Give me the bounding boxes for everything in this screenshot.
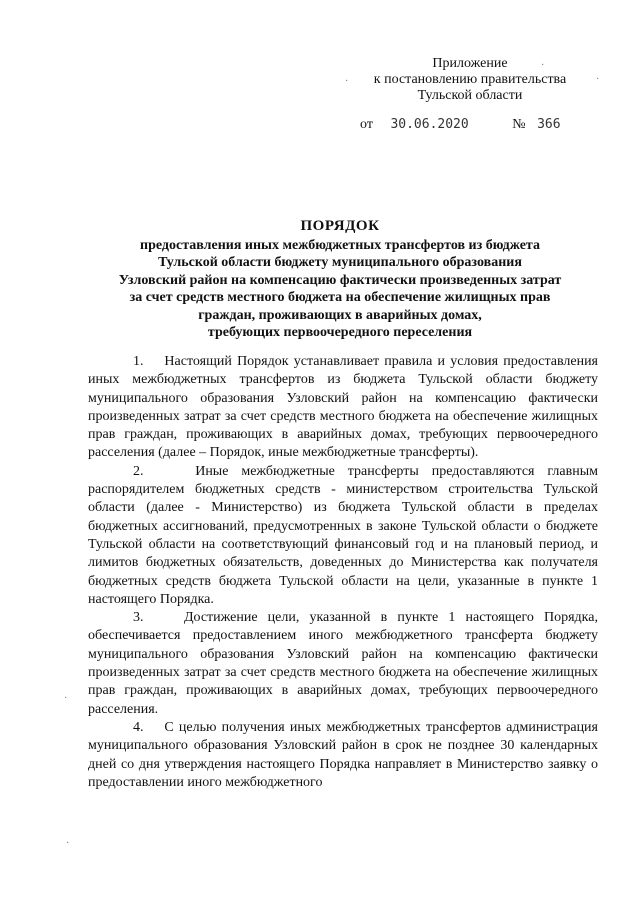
title-line: предоставления иных межбюджетных трансфертов из бюджета (140, 238, 540, 253)
resolution-date: 30.06.2020 (390, 117, 469, 132)
paragraph-2: 2. Иные межбюджетные трансферты предоставляются главным распорядителем бюджетных средств - министерством строительства Тульской области (далее - Министерство) из бюджета Тульской области в пределах бюджетных ассигнований, предусмотренных в законе Тульской области о бюджете Тульской области на соответствующий финансовый год и на плановый период, и лимитов бюджетных обязательств, доведенных до Министерства как получателя бюджетных средств бюджета Тульской области на цели, указанные в пункте 1 настоящего Порядка. (88, 463, 598, 607)
title-line: за счет средств местного бюджета на обеспечение жилищных прав (129, 290, 551, 306)
paragraph-4: 4. С целью получения иных межбюджетных трансфертов администрация муниципального образования Узловский район в срок не позднее 30 календарных дней со дня утверждения настоящего Порядка направляет в Министерство заявку о предоставлении иного межбюджетного (88, 719, 598, 790)
scan-speck: · (596, 74, 600, 85)
title-subtitle (80, 237, 600, 341)
title-main: ПОРЯДОК (300, 218, 380, 234)
resolution-date-line (360, 117, 561, 133)
date-from-label: от (360, 117, 373, 132)
number-label: № (512, 117, 526, 132)
paragraph-1: 1. Настоящий Порядок устанавливает правила и условия предоставления иных межбюджетных трансфертов из бюджета Тульской области бюджету муниципального образования Узловский район на компенсацию фактически произведенных затрат за счет средств местного бюджета на обеспечение жилищных прав граждан, проживающих в аварийных домах, требующих первоочередного расселения (далее – Порядок, иные межбюджетные трансферты). (88, 354, 598, 461)
scan-speck: · (541, 60, 545, 71)
paragraph-3: 3. Достижение цели, указанной в пункте 1 настоящего Порядка, обеспечивается предоставлением иного межбюджетного трансферта бюджету муниципального образования Узловский район на компенсацию фактически произведенных затрат за счет средств местного бюджета на обеспечение жилищных прав граждан, проживающих в аварийных домах, требующих первоочередного расселения. (88, 610, 598, 717)
appendix-header (355, 56, 585, 104)
title-line: Узловский район на компенсацию фактически произведенных затрат (118, 272, 562, 288)
title-line: требующих первоочередного переселения (207, 325, 473, 341)
resolution-number: 366 (537, 117, 561, 132)
scan-speck: · (345, 76, 349, 87)
appendix-line-1: Приложение (432, 56, 508, 71)
scan-speck: · (66, 838, 70, 849)
appendix-line-2: к постановлению правительства (373, 72, 567, 87)
document-body (88, 353, 598, 792)
title-line: граждан, проживающих в аварийных домах, (198, 307, 482, 323)
document-title (80, 218, 600, 341)
scan-speck: · (64, 693, 68, 704)
appendix-line-3: Тульской области (417, 88, 523, 103)
title-line: Тульской области бюджету муниципального образования (158, 255, 522, 271)
